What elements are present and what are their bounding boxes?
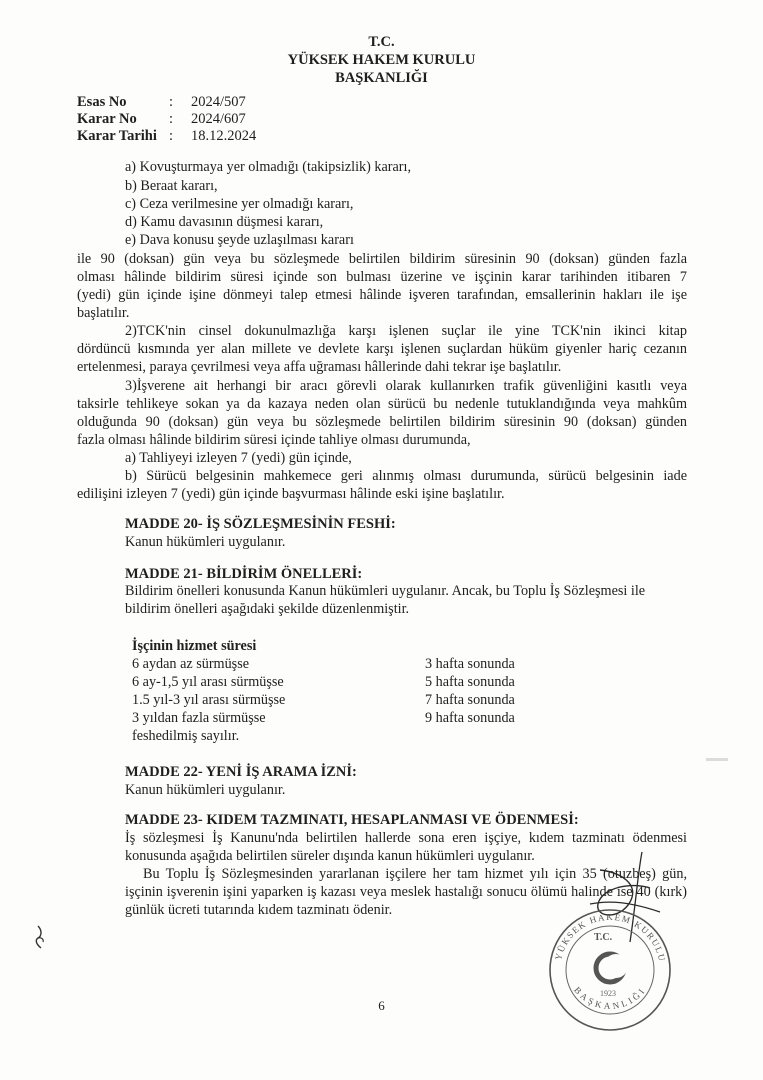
page-number: 6 (378, 998, 385, 1013)
list-item: c) Ceza verilmesine yer olmadığı kararı, (125, 196, 354, 212)
notice-table-cell: 6 ay-1,5 yıl arası sürmüşse (132, 674, 284, 690)
notice-table-header: İşçinin hizmet süresi (132, 638, 257, 654)
meta-sep: : (169, 128, 174, 144)
meta-key: Karar No (77, 111, 137, 127)
meta-value: 2024/607 (191, 111, 246, 127)
paragraph-line: dördüncü kısmında yer alan millete ve devlete karşı işlenen suçlardan hüküm giyenler hariç cezanın (77, 341, 687, 357)
meta-sep: : (169, 111, 174, 127)
article-21-body: Bildirim önelleri konusunda Kanun hükümleri uygulanır. Ancak, bu Toplu İş Sözleşmesi ile (125, 583, 646, 599)
notice-table-cell: 7 hafta sonunda (425, 692, 515, 708)
meta-sep: : (169, 94, 174, 110)
paragraph-line: a) Tahliyeyi izleyen 7 (yedi) gün içinde, (125, 450, 352, 466)
paragraph-line: ertelenmesi, paraya çevrilmesi veya affa uğraması hâllerinde dahi tekrar işe başlatılır. (77, 359, 562, 375)
meta-row-tarih (77, 128, 256, 145)
svg-text:YÜKSEK HAKEM KURULU: YÜKSEK HAKEM KURULU (553, 911, 668, 964)
svg-text:1923: 1923 (600, 989, 616, 998)
notice-table-cell: 1.5 yıl-3 yıl arası sürmüşse (132, 692, 286, 708)
paragraph-line: edilişini izleyen 7 (yedi) gün içinde başvurması hâlinde eski işine başlatılır. (77, 486, 505, 502)
article-23-body: konusunda aşağıda belirtilen süreler dışında kanun hükümleri uygulanır. (125, 848, 535, 864)
notice-table-cell: 3 hafta sonunda (425, 656, 515, 672)
header-presidency: BAŞKANLIĞI (335, 70, 428, 86)
svg-text:BAŞKANLIĞI: BAŞKANLIĞI (572, 984, 649, 1012)
svg-text:T.C.: T.C. (594, 932, 613, 943)
paragraph-line: olması hâlinde bildirim süresi içinde son bulması üzerine ve işçinin karar tarihinden itibaren 7 (77, 269, 687, 285)
header-tc: T.C. (368, 34, 395, 50)
official-seal-stamp (546, 906, 674, 1034)
article-23-body: günlük ücreti tutarında kıdem tazminatı ödenir. (125, 902, 393, 918)
notice-table-cell: 5 hafta sonunda (425, 674, 515, 690)
article-23-body: İş sözleşmesi İş Kanunu'nda belirtilen hallerde sona eren işçiye, kıdem tazminatı ödenmesi (125, 830, 687, 846)
meta-row-karar (77, 111, 246, 128)
paragraph-line: 3)İşverene ait herhangi bir aracı görevli olarak kullanırken trafik güvenliğini kasıtlı veya (125, 378, 687, 394)
meta-key: Karar Tarihi (77, 128, 157, 144)
article-20-title: MADDE 20- İŞ SÖZLEŞMESİNİN FESHİ: (125, 516, 396, 532)
paragraph-line: fazla olması hâlinde bildirim süresi içinde tahliye olması durumunda, (77, 432, 471, 448)
article-20-body: Kanun hükümleri uygulanır. (125, 534, 286, 550)
article-22-body: Kanun hükümleri uygulanır. (125, 782, 286, 798)
article-23-body: işçinin işverenin işini yaparken iş kazası veya meslek hastalığı sonucu ölümü halinde ise 40 (kırk) (125, 884, 687, 900)
notice-table-tail: feshedilmiş sayılır. (132, 728, 240, 744)
paragraph-line: (yedi) gün içinde işine dönmeyi talep etmesi hâlinde işveren tarafından, emsallerinin hakları ile işe (77, 287, 687, 303)
scan-mark (706, 758, 728, 761)
list-item: a) Kovuşturmaya yer olmadığı (takipsizlik) kararı, (125, 159, 412, 175)
notice-table-cell: 9 hafta sonunda (425, 710, 515, 726)
list-item: d) Kamu davasının düşmesi kararı, (125, 214, 324, 230)
paragraph-line: taksirle tehlikeye sokan ya da kazaya neden olan sürücü bu nedenle tutuklandığında veya mahkûm (77, 396, 687, 412)
article-23-title: MADDE 23- KIDEM TAZMINATI, HESAPLANMASI VE ÖDENMESİ: (125, 812, 579, 828)
paragraph-line: olduğunda 90 (doksan) gün veya bu sözleşmede belirtilen bildirim süresinin 90 (doksan) günden (77, 414, 687, 430)
meta-value: 2024/507 (191, 94, 246, 110)
meta-row-esas (77, 94, 246, 111)
paragraph-line: b) Sürücü belgesinin mahkemece geri alınmış olması durumunda, sürücü belgesinin iade (125, 468, 687, 484)
meta-value: 18.12.2024 (191, 128, 257, 144)
meta-key: Esas No (77, 94, 127, 110)
article-22-title: MADDE 22- YENİ İŞ ARAMA İZNİ: (125, 764, 357, 780)
list-item: b) Beraat kararı, (125, 178, 218, 194)
paragraph-line: 2)TCK'nin cinsel dokunulmazlığa karşı işlenen suçlar ile yine TCK'nin ikinci kitap (125, 323, 687, 339)
paragraph-line: ile 90 (doksan) gün veya bu sözleşmede belirtilen bildirim süresinin 90 (doksan) günden fazla (77, 251, 687, 267)
paragraph-line: başlatılır. (77, 305, 130, 321)
article-23-body: Bu Toplu İş Sözleşmesinden yararlanan işçilere her tam hizmet yılı için 35 (otuzbeş) gün, (143, 866, 687, 882)
header-institution: YÜKSEK HAKEM KURULU (287, 52, 476, 68)
list-item: e) Dava konusu şeyde uzlaşılması kararı (125, 232, 354, 248)
notice-table-cell: 3 yıldan fazla sürmüşse (132, 710, 266, 726)
article-21-body: bildirim önelleri aşağıdaki şekilde düzenlenmiştir. (125, 601, 410, 617)
article-21-title: MADDE 21- BİLDİRİM ÖNELLERİ: (125, 566, 363, 582)
handwritten-initial-mark (32, 924, 52, 950)
notice-table-cell: 6 aydan az sürmüşse (132, 656, 250, 672)
